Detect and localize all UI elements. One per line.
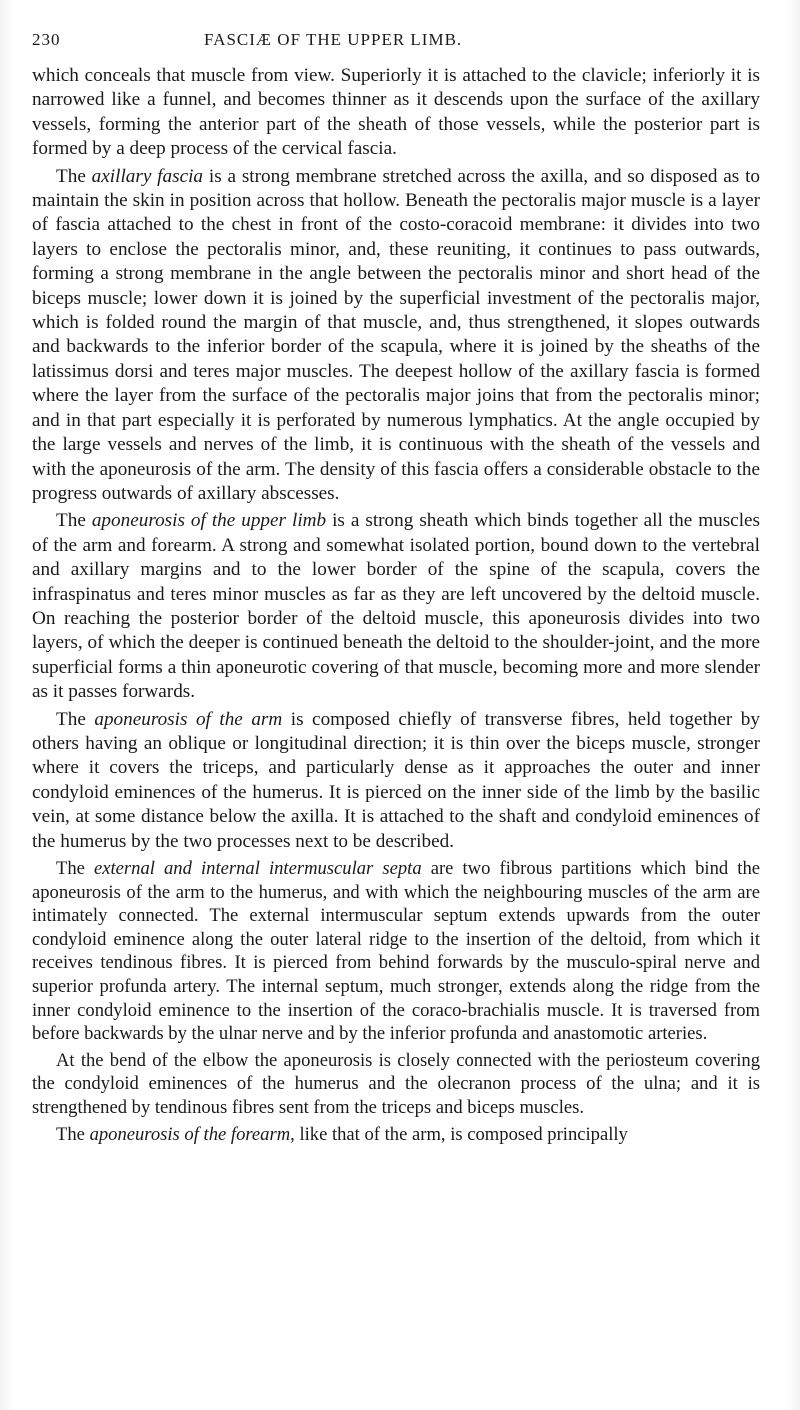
paragraph-text: is a strong membrane stretched across the axilla, and so disposed as to maintain the skin in position across that hollow. Beneath the pectoralis major muscle is a layer of fascia attached to the chest in front of the costo-coracoid membrane: it divides into two layers to enclose the pectoralis minor, and, these reuniting, it continues to pass outwards, forming a strong membrane in the angle between the pectoralis minor and short head of the biceps muscle; lower down it is joined by the superficial investment of the pectoralis major, which is folded round the margin of that muscle, and, thus strengthened, it slopes outwards and backwards to the inferior border of the scapula, where it is joined by the sheaths of the latissimus dorsi and teres major muscles. The deepest hollow of the axillary fascia is formed where the layer from the surface of the pectoralis major joins that from the pectoralis minor; and in that part especially it is perforated by numerous lymphatics. At the angle occupied by the large vessels and nerves of the limb, it is continuous with the sheath of the vessels and with the aponeurosis of the arm. The density of this fascia offers a considerable obstacle to the progress outwards of axillary abscesses. [32,165,761,504]
paragraph-lead: The [56,1123,90,1145]
paragraph-aponeurosis-forearm [32,1123,760,1147]
paragraph-text: , like that of the arm, is composed principally [290,1123,628,1145]
paragraph-text: is composed chiefly of transverse fibres, held together by others having an oblique or longitudinal direction; it is thin over the biceps muscle, stronger where it covers the triceps, and particularly dense as it approaches the outer and inner condyloid eminences of the humerus. It is pierced on the inner side of the limb by the basilic vein, at some distance below the axilla. It is attached to the shaft and condyloid eminences of the humerus by the two processes next to be described. [32,708,760,852]
paragraph-aponeurosis-arm [32,708,760,854]
paragraph-bend-of-elbow [32,1049,760,1120]
paragraph-text: At the bend of the elbow the aponeurosis is closely connected with the periosteum covering the condyloid eminences of the humerus and the olecranon process of the ulna; and it is strengthened by tendinous fibres sent from the triceps and biceps muscles. [32,1049,760,1118]
page-number: 230 [32,30,61,49]
paragraph-lead: The [56,708,95,730]
paragraph-intermuscular-septa [32,857,760,1046]
paragraph-term: external and internal intermuscular septa [94,858,422,879]
paragraph-text: are two fibrous partitions which bind the aponeurosis of the arm to the humerus, and with which the neighbouring muscles of the arm are intimately connected. The external intermuscular septum extends upwards from the outer condyloid eminence along the outer lateral ridge to the insertion of the deltoid, from which it receives tendinous fibres. It is pierced from behind forwards by the musculo-spiral nerve and superior profunda artery. The internal septum, much stronger, extends along the ridge from the inner condyloid eminence to the insertion of the coraco-brachialis muscle. It is traversed from before backwards by the ulnar nerve and by the inferior profunda and anastomotic arteries. [32,858,760,1045]
running-title: FASCIÆ OF THE UPPER LIMB. [204,30,463,49]
paragraph-text: is a strong sheath which binds together all the muscles of the arm and forearm. A strong and somewhat isolated portion, bound down to the vertebral and axillary margins and to the lower border of the spine of the scapula, covers the infraspinatus and teres minor muscles as far as they are left uncovered by the deltoid muscle. On reaching the posterior border of the deltoid muscle, this aponeurosis divides into two layers, of which the deeper is continued beneath the deltoid to the shoulder-joint, and the more superficial forms a thin aponeurotic covering of that muscle, becoming more and more slender as it passes forwards. [32,510,761,703]
paragraph-term: aponeurosis of the upper limb [91,510,327,532]
paragraph-term: axillary fascia [91,165,204,187]
running-head [32,30,760,64]
body-text [32,64,760,1146]
paragraph-term: aponeurosis of the forearm [89,1123,291,1145]
paragraph-aponeurosis-upper-limb [32,509,760,704]
paragraph-axillary-fascia [32,165,760,507]
paragraph-lead: The [56,165,92,187]
paragraph-lead: The [56,510,92,532]
paragraph-text: which conceals that muscle from view. Superiorly it is attached to the clavicle; inferiorly it is narrowed like a funnel, and becomes thinner as it descends upon the surface of the axillary vessels, forming the anterior part of the sheath of those vessels, while the posterior part is formed by a deep process of the cervical fascia. [32,65,760,160]
paragraph-continued [32,64,760,162]
paragraph-lead: The [56,858,94,879]
paragraph-term: aponeurosis of the arm [94,708,283,730]
